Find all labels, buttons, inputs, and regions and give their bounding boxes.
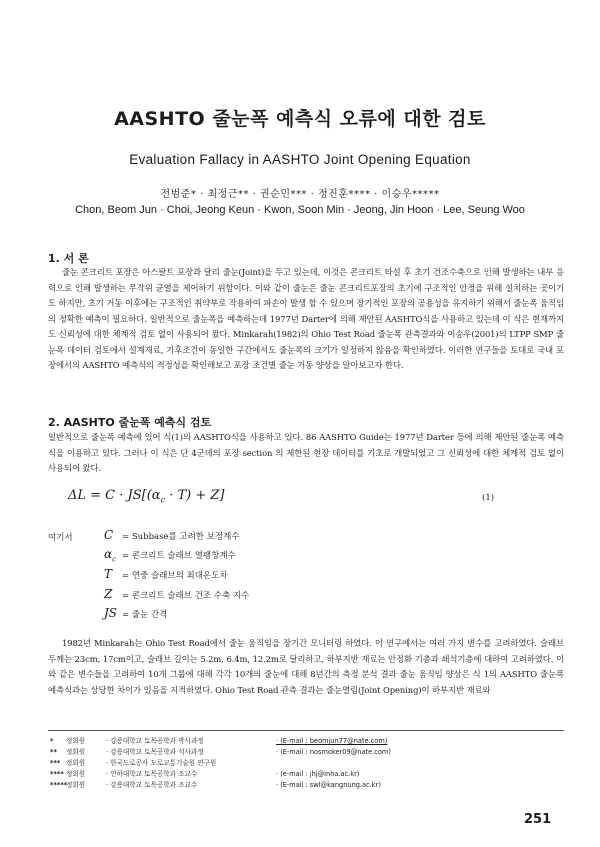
footnote-email[interactable]: · (e-mail : jhj@inha.ac.kr) bbox=[276, 770, 360, 778]
equation-rhs: · T) + Z] bbox=[165, 488, 225, 503]
where-label: 여기서 bbox=[48, 533, 73, 543]
definition-symbol: JS bbox=[104, 606, 118, 620]
footnote-1: * 정회원 · 강릉대학교 토목공학과 박사과정 · (E-mail : beomjun77@nate.com) bbox=[50, 737, 388, 745]
definition-symbol: T bbox=[104, 567, 113, 581]
equation-1 bbox=[68, 488, 224, 505]
definition-text: = 연중 슬래브의 최대온도차 bbox=[122, 571, 228, 581]
footnote-divider bbox=[48, 730, 564, 731]
definition-text: = 줄눈 간격 bbox=[122, 610, 168, 620]
section-2-paragraph bbox=[48, 430, 564, 477]
paragraph-3 bbox=[48, 636, 564, 698]
page-number: 251 bbox=[524, 812, 552, 827]
footnote-2: ** 정회원 · 강릉대학교 토목공학과 석사과정 · (E-mail : nosmoker09@nate.com) bbox=[50, 748, 391, 756]
paper-title-korean: AASHTO 줄눈폭 예측식 오류에 대한 검토 bbox=[114, 108, 486, 130]
section-1-text: 줄눈 콘크리트 포장은 아스팔트 포장과 달리 줄눈(Joint)을 두고 있는데, 이것은 콘크리트 타설 후 초기 건조수축으로 인해 발생하는 내부 응력으로 인해 발생하는 무작위 균열을 제어하기 위함이다. 이와 같이 줄눈은 줄눈 콘크리트포장의 초기에 구조적인 안정을 위해 설치하는 곳이기도 하지만, 초기 거동 이후에는 구조적인 취약부로 작용하여 파손이 발생 할 수 있으며 장기적인 포장의 공용성을 유지하기 위해서 줄눈폭 움직임의 정확한 예측이 필요하다. 일반적으로 줄눈폭을 예측하는데 1977년 Darter에 의해 제안된 AASHTO식을 사용하고 있는데 이 식은 현재까지도 신뢰성에 대한 체계적 검토 없이 사용되어 왔다. Minkarah(1982)의 Ohio Test Road 줄눈폭 관측결과와 이승우(2001)의 LTPP SMP 줄눈폭 데이터 검토에서 설계재료, 기후조건이 동일한 구간에서도 줄눈폭의 크기가 일정하지 않음을 확인하였다. 이러한 연구들을 토대로 국내 포장에서의 AASHTO 예측식의 적정성을 확인해보고 포장 조건별 줄눈 거동 양상을 알아보고자 한다. bbox=[48, 267, 564, 370]
definition-symbol: C bbox=[104, 528, 114, 542]
section-2-text: 일반적으로 줄눈폭 예측에 있어 식(1)의 AASHTO식을 사용하고 있다. 86 AASHTO Guide는 1977년 Darter 등에 의해 제안된 줄눈폭 예측식을 이용하고 있다. 그러나 이 식은 단 4군데의 포장 section 의 제한된 현장 데이터를 기초로 개발되었고 그 신뢰성에 대한 체계적 검토 없이 사용되어 왔다. bbox=[48, 432, 564, 473]
definition-symbol: Z bbox=[104, 587, 113, 601]
authors-korean: 전범준* · 최정근** · 권순민*** · 정진훈**** · 이승우***** bbox=[160, 189, 440, 200]
definition-symbol: $\alpha_c$ bbox=[104, 547, 117, 564]
definition-alpha bbox=[104, 547, 236, 565]
authors-english: Chon, Beom Jun · Choi, Jeong Keun · Kwon, Soon Min · Jeong, Jin Hoon · Lee, Seung Woo bbox=[75, 204, 525, 216]
footnote-3: *** 정회원 · 한국도로공사 도로교통기술원 연구원 bbox=[50, 759, 217, 767]
definition-t bbox=[104, 567, 228, 585]
footnote-email[interactable]: · (E-mail : swl@kangnung.ac.kr) bbox=[276, 781, 381, 789]
footnote-5: *****정회원 · 강릉대학교 토목공학과 조교수 · (E-mail : swl@kangnung.ac.kr) bbox=[50, 781, 381, 789]
footnote-email[interactable]: · (E-mail : beomjun77@nate.com) bbox=[276, 737, 388, 745]
definition-z bbox=[104, 587, 249, 605]
definition-text: = 콘크리트 슬래브 열팽창계수 bbox=[122, 551, 236, 561]
paragraph-3-text: 1982년 Minkarah는 Ohio Test Road에서 줄눈 움직임을 장기간 모니터링 하였다. 이 연구에서는 여러 가지 변수를 고려하였다. 슬래브 두께는 23cm, 17cm이고, 슬래브 길이는 5.2m, 6.4m, 12.2m로 달리하고, 하부지반 재료는 안정화 기층과 쇄석기층에 대하여 고려하였다. 이와 같은 변수들을 고려하여 10개 그룹에 대해 각각 10개의 줄눈에 대해 8년간의 측정 분석 결과 줄눈 움직임 양상은 식 1의 AASHTO 줄눈폭 예측식과는 상당한 차이가 있음을 지적하였다. Ohio Test Road 관측 결과는 줄눈열림(Joint Opening)이 하부지반 재료와 bbox=[48, 638, 564, 695]
equation-lhs: ΔL = C · JS[(α bbox=[68, 488, 161, 503]
definition-c bbox=[104, 528, 240, 546]
definition-text: = 콘크리트 슬래브 건조 수축 지수 bbox=[122, 591, 250, 601]
equation-subscript: c bbox=[160, 495, 166, 505]
equation-number: (1) bbox=[482, 493, 495, 503]
paper-title-english: Evaluation Fallacy in AASHTO Joint Opening Equation bbox=[129, 152, 471, 167]
section-1-heading: 1. 서 론 bbox=[48, 252, 89, 265]
footnote-email[interactable]: · (E-mail : nosmoker09@nate.com) bbox=[276, 748, 391, 756]
definition-text: = Subbase를 고려한 보정계수 bbox=[122, 532, 240, 542]
section-1-paragraph bbox=[48, 265, 564, 374]
definition-js bbox=[104, 606, 167, 624]
section-2-heading: 2. AASHTO 줄눈폭 예측식 검토 bbox=[48, 416, 212, 429]
footnote-4: **** 정회원 · 인하대학교 토목공학과 조교수 · (e-mail : jhj@inha.ac.kr) bbox=[50, 770, 360, 778]
